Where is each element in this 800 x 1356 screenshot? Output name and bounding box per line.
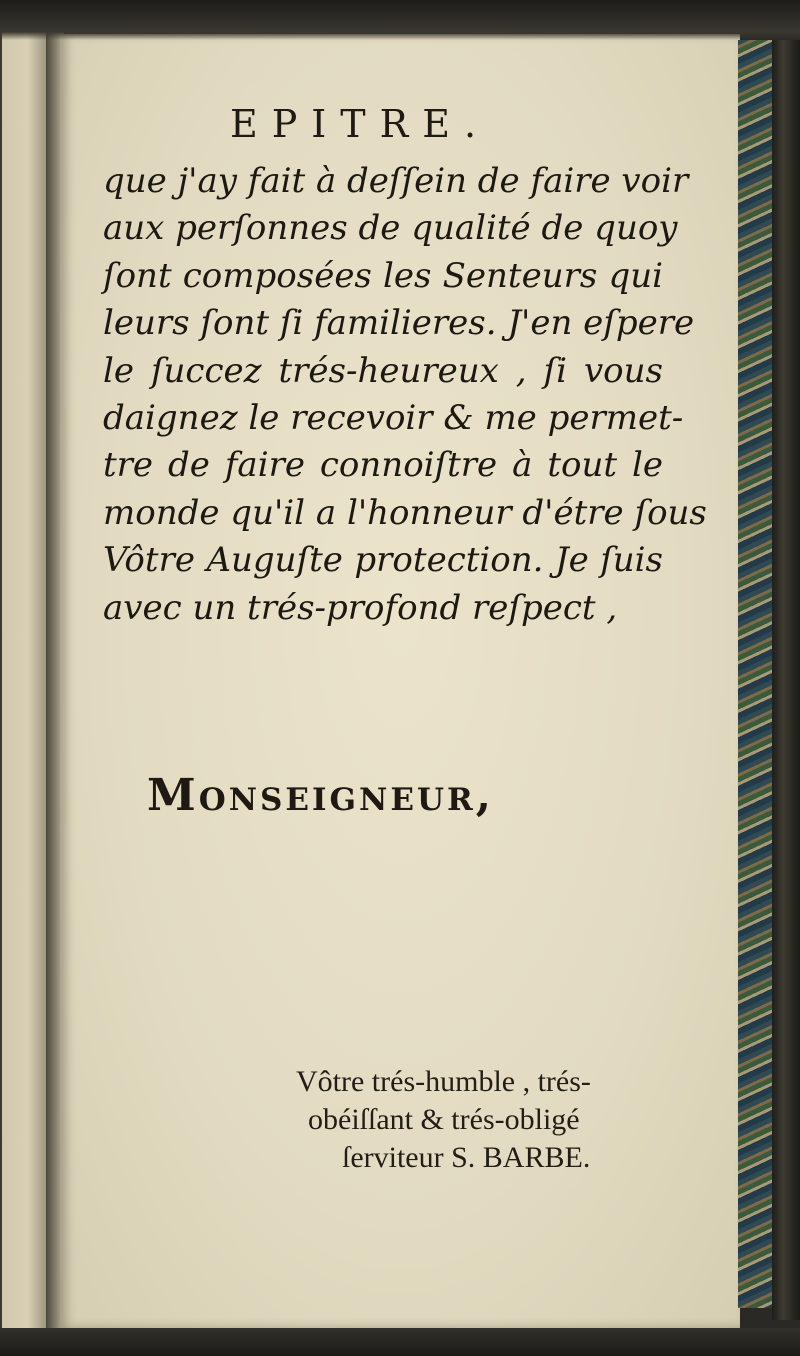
body-line: aux perſonnes de qualité de quoy: [103, 208, 678, 249]
signature-block: [296, 1063, 656, 1177]
body-line: leurs ſont ſi familieres. J'en eſpere: [103, 303, 695, 344]
salutation: Monseigneur,: [147, 770, 495, 821]
left-page-border: [0, 0, 2, 1356]
bottom-shadow: [0, 1328, 800, 1356]
signature-line: ſerviteur S. BARBE.: [342, 1141, 591, 1174]
left-page-edge: [0, 0, 46, 1356]
body-line: tre de faire connoiſtre à tout le: [103, 445, 663, 486]
body-line: que j'ay fait à deſſein de faire voir: [103, 161, 689, 201]
body-line: ſont composées les Senteurs qui: [103, 255, 663, 296]
body-line: daignez le recevoir & me permet-: [103, 398, 684, 439]
epistle-body: [103, 158, 707, 632]
body-line: Vôtre Auguſte protection. Je ſuis: [103, 540, 663, 581]
marbled-fore-edge: [738, 40, 772, 1308]
book-cover-edge: [772, 40, 800, 1320]
body-line: avec un trés-profond reſpect ,: [103, 587, 618, 628]
body-line: monde qu'il a l'honneur d'étre ſous: [103, 492, 707, 533]
signature-line: obéiſſant & trés-obligé: [308, 1103, 580, 1136]
page-heading: EPITRE.: [229, 102, 491, 146]
signature-line: Vôtre trés-humble , trés-: [296, 1065, 591, 1098]
body-line: le ſuccez trés-heureux , ſi vous: [103, 350, 663, 391]
top-shadow: [0, 0, 800, 40]
